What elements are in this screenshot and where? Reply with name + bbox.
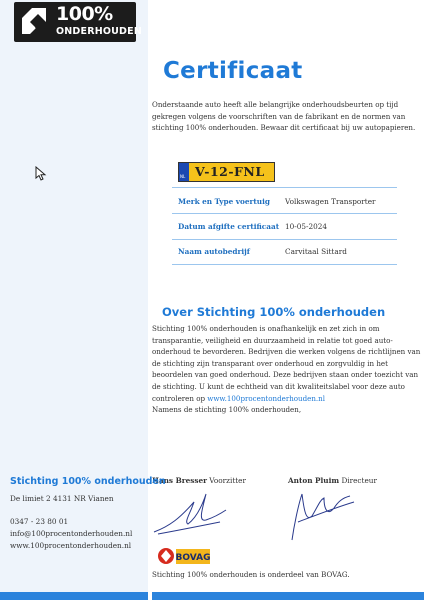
plate-number: V-12-FNL: [195, 164, 265, 179]
about-closing: Namens de stichting 100% onderhouden,: [152, 405, 302, 415]
certificate-title: Certificaat: [163, 58, 303, 84]
about-title: Over Stichting 100% onderhouden: [162, 305, 386, 319]
contact-website[interactable]: www.100procentonderhouden.nl: [10, 541, 132, 550]
license-plate: [178, 162, 275, 182]
contact-phone: 0347 - 23 80 01: [10, 517, 69, 526]
signatory-director-name: Anton Pluim: [288, 476, 340, 485]
logo-wordmark: ONDERHOUDEN: [56, 26, 142, 37]
signatory-chair: [152, 476, 246, 485]
signatory-director-role: Directeur: [341, 476, 377, 485]
bovag-logo-text: BOVAG: [175, 553, 211, 563]
bovag-logo: [157, 545, 211, 567]
contact-address: De limiet 2 4131 NR Vianen: [10, 494, 114, 503]
logo-100-procent-onderhouden[interactable]: [14, 2, 142, 42]
row-divider: [172, 187, 397, 188]
mouse-cursor-icon: [35, 166, 47, 182]
signature-director: [284, 486, 360, 544]
verify-link[interactable]: www.100procentonderhouden.nl: [207, 393, 326, 403]
bovag-note: Stichting 100% onderhouden is onderdeel van BOVAG.: [152, 570, 350, 579]
contact-email[interactable]: info@100procentonderhouden.nl: [10, 529, 133, 538]
contact-title: Stichting 100% onderhouden: [10, 476, 166, 487]
row-divider: [172, 239, 397, 240]
row-label-make-type: Merk en Type voertuig: [178, 197, 270, 206]
about-text: [152, 323, 422, 416]
row-label-garage: Naam autobedrijf: [178, 247, 250, 256]
row-label-issue-date: Datum afgifte certificaat: [178, 222, 280, 231]
plate-country-band: [179, 163, 189, 181]
row-divider: [172, 264, 397, 265]
plate-country: NL: [180, 174, 186, 179]
row-value-make-type: Volkswagen Transporter: [285, 197, 376, 206]
footer-bar: [152, 592, 424, 600]
wrench-logo-icon: [16, 4, 52, 40]
row-value-issue-date: 10-05-2024: [285, 222, 328, 231]
logo-percent-text: 100%: [56, 3, 113, 25]
row-divider: [172, 213, 397, 214]
sidebar: [0, 0, 148, 600]
signature-chair: [150, 488, 230, 538]
signatory-chair-role: Voorzitter: [209, 476, 246, 485]
about-body: Stichting 100% onderhouden is onafhankelijk en zet zich in om transparantie, veiligheid en duurzaamheid in relatie tot goed auto-onderhoud te bevorderen. Bedrijven die werken volgens de richtlijnen van de stichting zijn transparant over onderhoud en zorgvuldig in het beoordelen van goed onderhoud. Deze bedrijven staan onder toezicht van de stichting. U kunt de echtheid van dit kwaliteitslabel voor deze auto controleren op: [152, 324, 421, 403]
row-value-garage: Carvitaal Sittard: [285, 247, 347, 256]
signatory-director: [288, 476, 377, 485]
signatory-chair-name: Hans Bresser: [152, 476, 207, 485]
footer-bar: [0, 592, 148, 600]
certificate-intro: Onderstaande auto heeft alle belangrijke onderhoudsbeurten op tijd gekregen volgens de voorschriften van de fabrikant en de normen van stichting 100% onderhouden. Bewaar dit certificaat bij uw autopapieren.: [152, 100, 416, 132]
